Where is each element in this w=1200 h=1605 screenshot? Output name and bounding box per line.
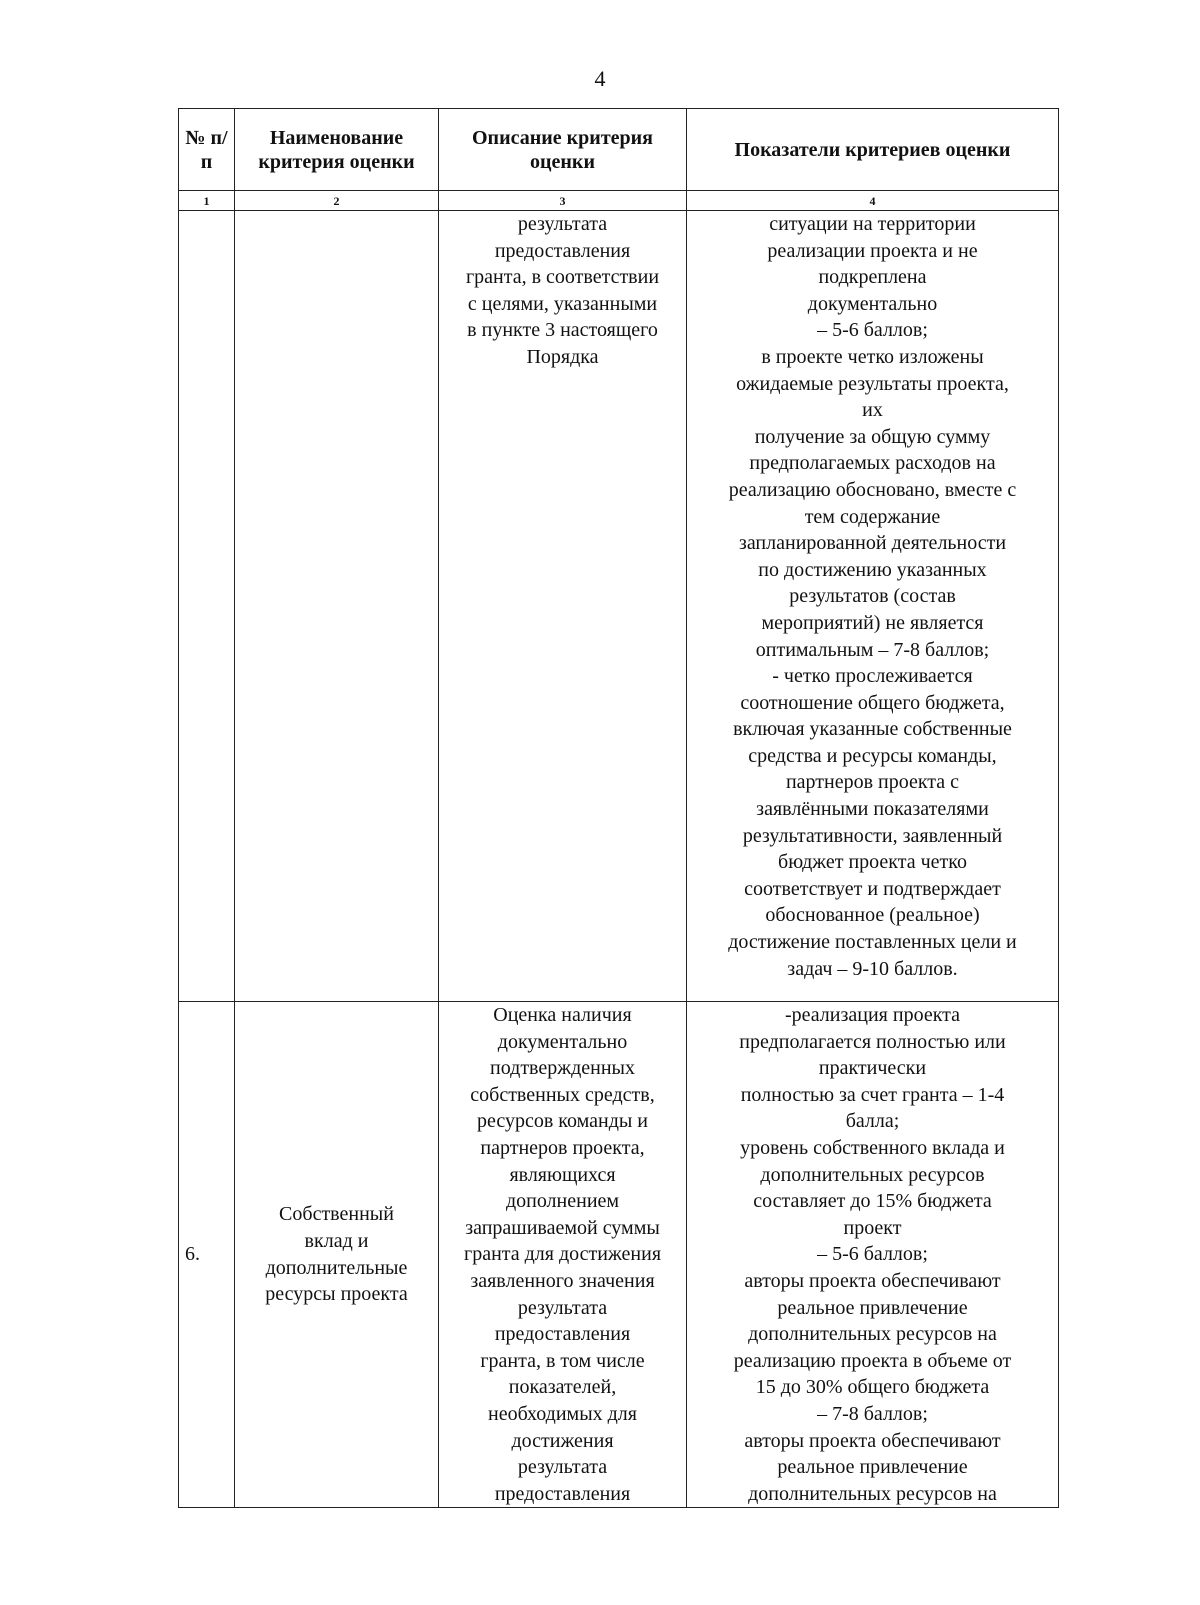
- page-number: 4: [594, 66, 606, 91]
- text-line: реальное привлечение: [777, 1456, 968, 1479]
- text-line: ресурсы проекта: [265, 1283, 408, 1306]
- text-line: соотношение общего бюджета,: [740, 691, 1005, 714]
- text-line: в проекте четко изложены: [761, 345, 984, 368]
- text-line: результативности, заявленный: [742, 824, 1003, 847]
- text-line: включая указанные собственные: [733, 718, 1012, 741]
- text-line: гранта для достижения: [463, 1243, 662, 1266]
- criterion-indicators-cell: [687, 211, 1059, 1002]
- text-line: проект: [843, 1216, 902, 1239]
- text-line: их: [862, 399, 883, 422]
- text-line: -реализация проекта: [784, 1004, 961, 1026]
- column-number: 2: [235, 191, 439, 211]
- text-line: вклад и: [304, 1230, 369, 1253]
- text-line: средства и ресурсы команды,: [748, 744, 997, 767]
- text-line: достижения: [511, 1429, 614, 1452]
- text-line: дополнительные: [265, 1256, 408, 1279]
- text-line: – 5-6 баллов;: [817, 1243, 928, 1266]
- text-line: дополнительных ресурсов на: [748, 1323, 997, 1346]
- text-line: предоставления: [494, 239, 631, 262]
- text-line: результата: [517, 1456, 608, 1479]
- text-line: запрашиваемой суммы: [465, 1216, 660, 1239]
- text-line: по достижению указанных: [758, 558, 987, 581]
- text-line: реализацию обосновано, вместе с: [728, 478, 1017, 501]
- table-row: [179, 211, 1059, 1002]
- text-line: полностью за счет гранта – 1-4: [740, 1083, 1005, 1106]
- text-line: заявленного значения: [470, 1269, 655, 1292]
- column-number: 1: [179, 191, 235, 211]
- text-line: ожидаемые результаты проекта,: [736, 372, 1009, 395]
- text-line: уровень собственного вклада и: [740, 1136, 1005, 1159]
- text-line: бюджет проекта четко: [778, 851, 967, 874]
- text-line: дополнением: [505, 1190, 620, 1213]
- text-line: – 5-6 баллов;: [817, 319, 928, 342]
- text-line: практически: [818, 1057, 927, 1080]
- text-line: показателей,: [508, 1376, 617, 1399]
- header-number: № п/п: [179, 109, 235, 191]
- text-line: достижение поставленных цели и: [728, 931, 1017, 954]
- header-criterion-name: Наименование критерия оценки: [235, 109, 439, 191]
- text-line: документально: [497, 1030, 628, 1053]
- header-criterion-indicators: Показатели критериев оценки: [687, 109, 1059, 191]
- text-line: авторы проекта обеспечивают: [744, 1429, 1001, 1452]
- text-line: партнеров проекта с: [785, 771, 960, 794]
- text-line: - четко прослеживается: [772, 665, 973, 688]
- text-line: предоставления: [494, 1323, 631, 1346]
- text-line: реализации проекта и не: [767, 239, 978, 262]
- row-number-cell: 6.: [179, 1002, 235, 1508]
- table-row: [179, 1002, 1059, 1508]
- text-line: результата: [517, 213, 608, 235]
- criterion-name-cell: [235, 1002, 439, 1508]
- text-line: мероприятий) не является: [761, 611, 984, 634]
- text-line: реализацию проекта в объеме от: [733, 1349, 1012, 1372]
- text-line: подкреплена: [818, 266, 927, 289]
- criterion-description-cell: [439, 1002, 687, 1508]
- text-line: обоснованное (реальное): [765, 904, 980, 927]
- text-line: результата: [517, 1296, 608, 1319]
- text-line: – 7-8 баллов;: [817, 1402, 928, 1425]
- text-line: гранта, в соответствии: [465, 266, 660, 289]
- text-line: реальное привлечение: [777, 1296, 968, 1319]
- text-line: задач – 9-10 баллов.: [787, 957, 958, 980]
- header-criterion-description: Описание критерия оценки: [439, 109, 687, 191]
- criterion-description-cell: [439, 211, 687, 1002]
- text-line: подтвержденных: [490, 1057, 635, 1080]
- text-line: ресурсов команды и: [476, 1110, 649, 1133]
- text-line: дополнительных ресурсов на: [748, 1482, 997, 1505]
- column-number: 3: [439, 191, 687, 211]
- text-line: запланированной деятельности: [738, 532, 1007, 555]
- text-line: ситуации на территории: [769, 213, 976, 235]
- text-line: соответствует и подтверждает: [744, 877, 1001, 900]
- text-line: партнеров проекта,: [480, 1136, 645, 1159]
- column-numbers-row: [179, 191, 1059, 211]
- text-line: тем содержание: [804, 505, 941, 528]
- text-line: результатов (состав: [789, 585, 956, 608]
- text-line: собственных средств,: [470, 1083, 655, 1106]
- text-line: оптимальным – 7-8 баллов;: [755, 638, 990, 661]
- criteria-table: [178, 108, 1059, 1508]
- criterion-name-cell: [235, 211, 439, 1002]
- text-line: балла;: [845, 1110, 900, 1133]
- text-line: необходимых для: [488, 1402, 637, 1425]
- text-line: предполагается полностью или: [739, 1030, 1006, 1053]
- text-line: документально: [807, 292, 938, 315]
- row-number-cell: [179, 211, 235, 1002]
- text-line: являющихся: [509, 1163, 616, 1186]
- criterion-indicators-cell: [687, 1002, 1059, 1508]
- text-line: Оценка наличия: [493, 1004, 632, 1026]
- text-line: дополнительных ресурсов: [760, 1163, 985, 1186]
- text-line: предполагаемых расходов на: [749, 452, 996, 475]
- text-line: Собственный: [279, 1203, 394, 1226]
- table-header-row: [179, 109, 1059, 191]
- text-line: составляет до 15% бюджета: [753, 1190, 992, 1213]
- text-line: авторы проекта обеспечивают: [744, 1269, 1001, 1292]
- column-number: 4: [687, 191, 1059, 211]
- text-line: гранта, в том числе: [480, 1349, 645, 1372]
- text-line: получение за общую сумму: [754, 425, 991, 448]
- text-line: заявлёнными показателями: [756, 798, 989, 821]
- text-line: 15 до 30% общего бюджета: [755, 1376, 990, 1399]
- text-line: Порядка: [526, 345, 599, 368]
- text-line: предоставления: [494, 1482, 631, 1505]
- text-line: в пункте 3 настоящего: [467, 319, 658, 342]
- text-line: с целями, указанными: [467, 292, 658, 315]
